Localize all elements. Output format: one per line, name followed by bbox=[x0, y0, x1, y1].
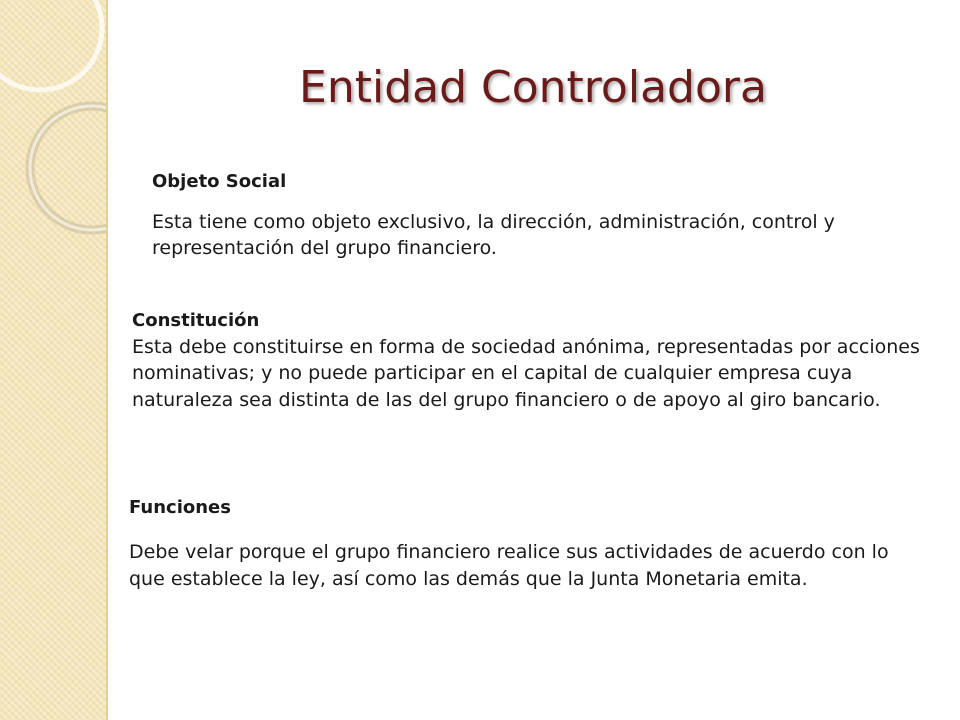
decorative-circles-icon bbox=[0, 0, 106, 720]
slide-title: Entidad Controladora bbox=[299, 62, 767, 113]
objeto-social-section bbox=[152, 170, 892, 261]
constitucion-section bbox=[132, 309, 942, 414]
funciones-heading: Funciones bbox=[129, 497, 231, 518]
constitucion-text: Esta debe constituirse en forma de sociedad anónima, representadas por acciones nominativas; y no puede participar en el capital de cualquier empresa cuya naturaleza sea distinta de las del grupo financiero o de apoyo al giro bancario. bbox=[132, 335, 920, 412]
objeto-social-heading: Objeto Social bbox=[152, 171, 287, 192]
decorative-sidebar bbox=[0, 0, 108, 720]
constitucion-heading: Constitución bbox=[132, 310, 260, 331]
funciones-text: Debe velar porque el grupo financiero realice sus actividades de acuerdo con lo que establece la ley, así como las demás que la Junta Monetaria emita. bbox=[129, 540, 889, 591]
objeto-social-text: Esta tiene como objeto exclusivo, la dirección, administración, control y representación del grupo financiero. bbox=[152, 210, 835, 260]
funciones-section bbox=[129, 496, 929, 594]
